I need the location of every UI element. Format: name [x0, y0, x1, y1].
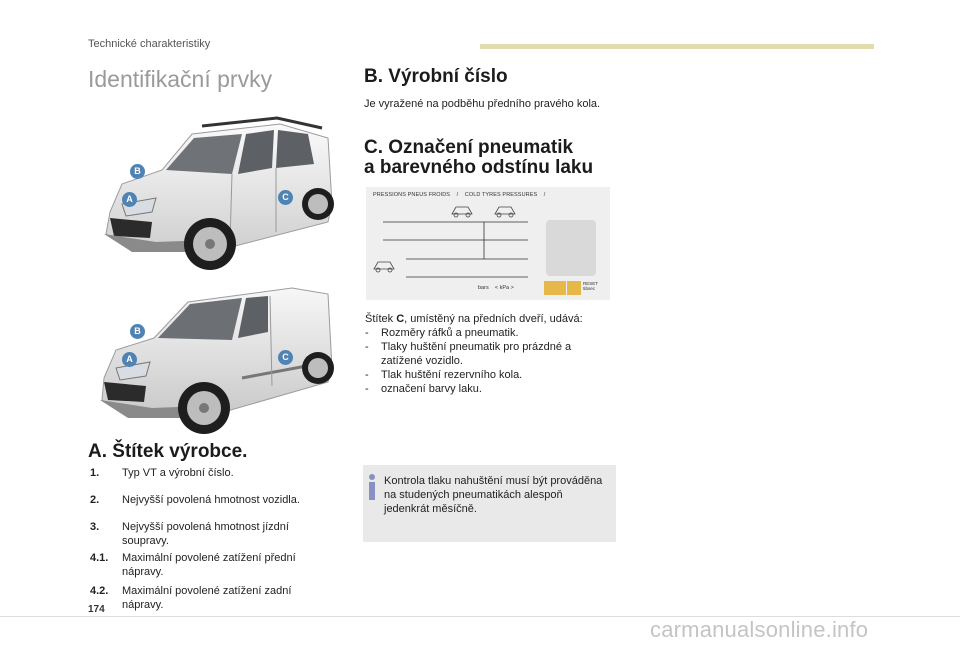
desc-item: - Rozměry ráfků a pneumatik.	[365, 327, 519, 339]
label-graphic	[366, 187, 610, 300]
section-a-title: A. Štítek výrobce.	[88, 441, 248, 462]
desc-item: - označení barvy laku.	[365, 383, 482, 395]
header-accent-bar	[480, 44, 874, 49]
label-units: bars < kPa >	[478, 285, 514, 291]
item-number: 1.	[90, 467, 100, 479]
item-text: Nejvyšší povolená hmotnost vozidla.	[122, 494, 300, 506]
item-text: Maximální povolené zatížení přední nápravy.	[122, 552, 296, 578]
car-illustration-van	[92, 282, 338, 440]
page-number: 174	[88, 604, 105, 615]
section-label: Technické charakteristiky	[88, 38, 211, 50]
item-number: 4.2.	[90, 585, 109, 597]
marker-c: C	[278, 350, 293, 365]
section-c-description	[365, 312, 615, 396]
section-c-title-line2: a barevného odstínu laku	[364, 157, 594, 178]
desc-item: - Tlak huštění rezervního kola.	[365, 369, 523, 381]
item-text: Nejvyšší povolená hmotnost jízdní soupravy.	[122, 521, 289, 547]
marker-a: A	[122, 192, 137, 207]
marker-b: B	[130, 164, 145, 179]
tyre-pressure-label	[366, 187, 610, 300]
info-icon	[368, 474, 376, 500]
info-box	[363, 465, 616, 542]
label-header: PRESSIONS PNEUS FROIDS / COLD TYRES PRESSURES /	[373, 192, 546, 198]
marker-c: C	[278, 190, 293, 205]
car-illustration-mpv	[92, 112, 338, 278]
info-text: Kontrola tlaku nahuštění musí být prováděna na studených pneumatikách alespoň jedenkrát měsíčně.	[384, 475, 603, 515]
item-number: 4.1.	[90, 552, 109, 564]
item-text: Maximální povolené zatížení zadní nápravy.	[122, 585, 292, 611]
label-reset: RESET 5bsec	[583, 281, 599, 291]
page-title: Identifikační prvky	[88, 66, 273, 92]
marker-b: B	[130, 324, 145, 339]
section-c-title-line1: C. Označení pneumatik	[364, 137, 574, 158]
watermark: carmanualsonline.info	[650, 617, 869, 642]
item-number: 2.	[90, 494, 100, 506]
section-b-title: B. Výrobní číslo	[364, 66, 508, 87]
item-text: Typ VT a výrobní číslo.	[122, 467, 234, 479]
marker-a: A	[122, 352, 137, 367]
section-b-text: Je vyražené na podběhu předního pravého kola.	[364, 98, 601, 110]
item-number: 3.	[90, 521, 100, 533]
desc-intro: Štítek C, umístěný na předních dveří, udává:	[365, 313, 583, 325]
desc-item: - Tlaky huštění pneumatik pro prázdné a zatížené vozidlo.	[365, 341, 572, 367]
